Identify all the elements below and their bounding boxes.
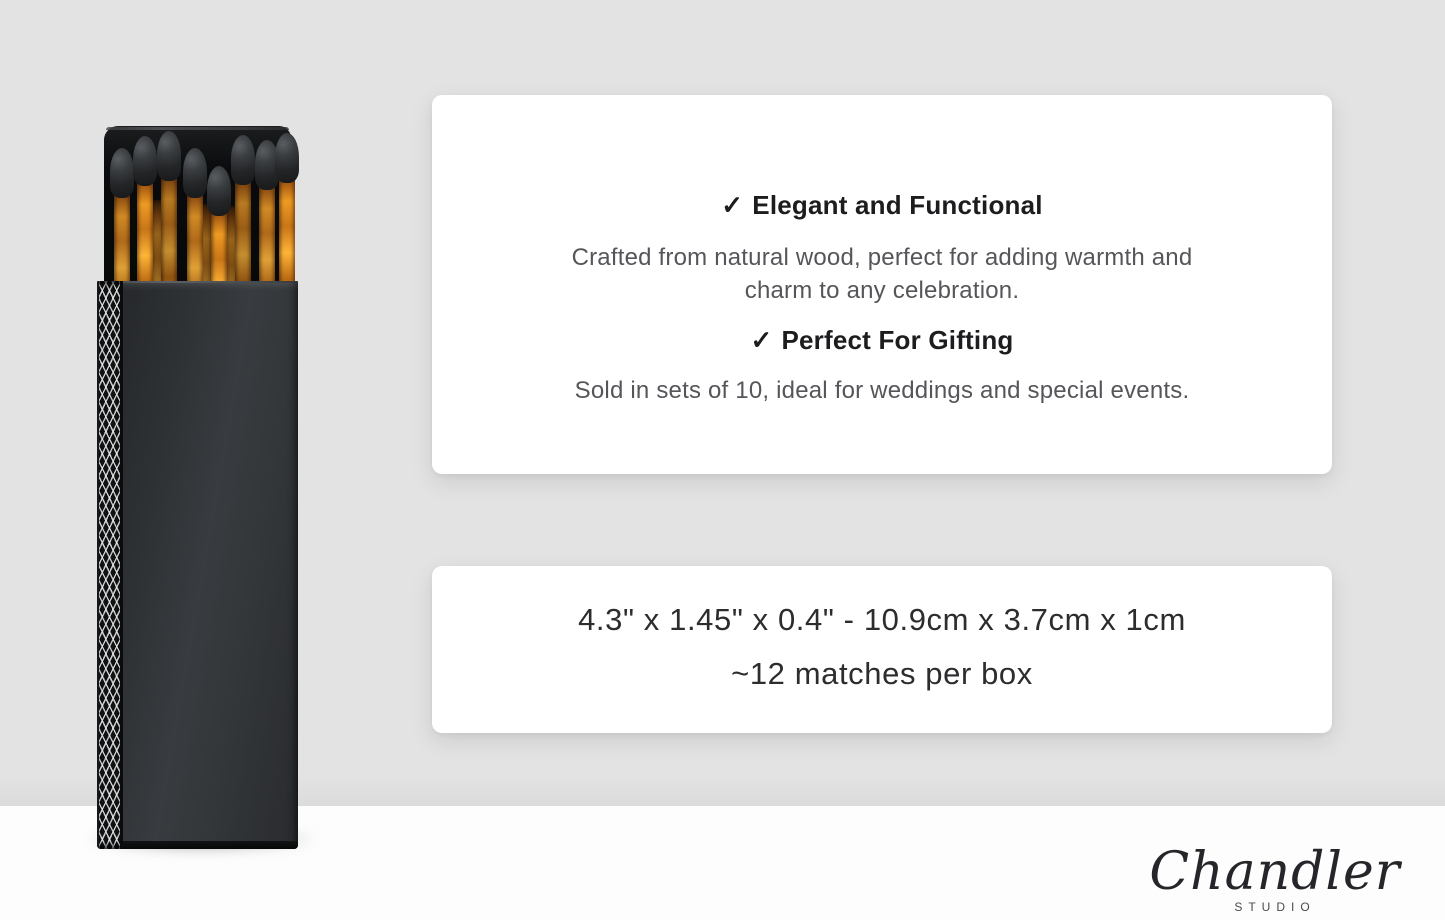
spec-match-count: ~12 matches per box: [731, 656, 1033, 691]
match-head: [183, 148, 207, 198]
feature-description: [432, 374, 1332, 407]
spec-dimensions: 4.3" x 1.45" x 0.4" - 10.9cm x 3.7cm x 1cm: [578, 602, 1186, 637]
feature-description-line: Crafted from natural wood, perfect for adding warmth and: [571, 244, 1193, 271]
feature-title-text: Elegant and Functional: [752, 190, 1043, 220]
check-icon: ✓: [721, 190, 744, 220]
matchbox-sleeve: [97, 281, 298, 849]
feature-description-line: Sold in sets of 10, ideal for weddings and special events.: [574, 377, 1190, 404]
feature-title-text: Perfect For Gifting: [781, 325, 1014, 355]
feature-description: [432, 241, 1332, 307]
feature-title: [432, 188, 1332, 222]
match-head: [231, 135, 255, 185]
feature-title: [432, 323, 1332, 357]
match-head: [275, 133, 299, 183]
match-head: [110, 148, 134, 198]
check-icon: ✓: [750, 325, 773, 355]
brand-logo: [1120, 842, 1430, 914]
matchbox-photo: [97, 126, 298, 849]
brand-subtitle: STUDIO: [1234, 900, 1316, 914]
match-head: [207, 166, 231, 216]
brand-name: Chandler: [1149, 842, 1401, 902]
specs-card: [432, 566, 1332, 733]
feature-description-line: charm to any celebration.: [744, 277, 1020, 304]
features-card: [432, 95, 1332, 474]
match-head: [157, 131, 181, 181]
match-head: [133, 136, 157, 186]
striker-strip: [97, 281, 123, 849]
